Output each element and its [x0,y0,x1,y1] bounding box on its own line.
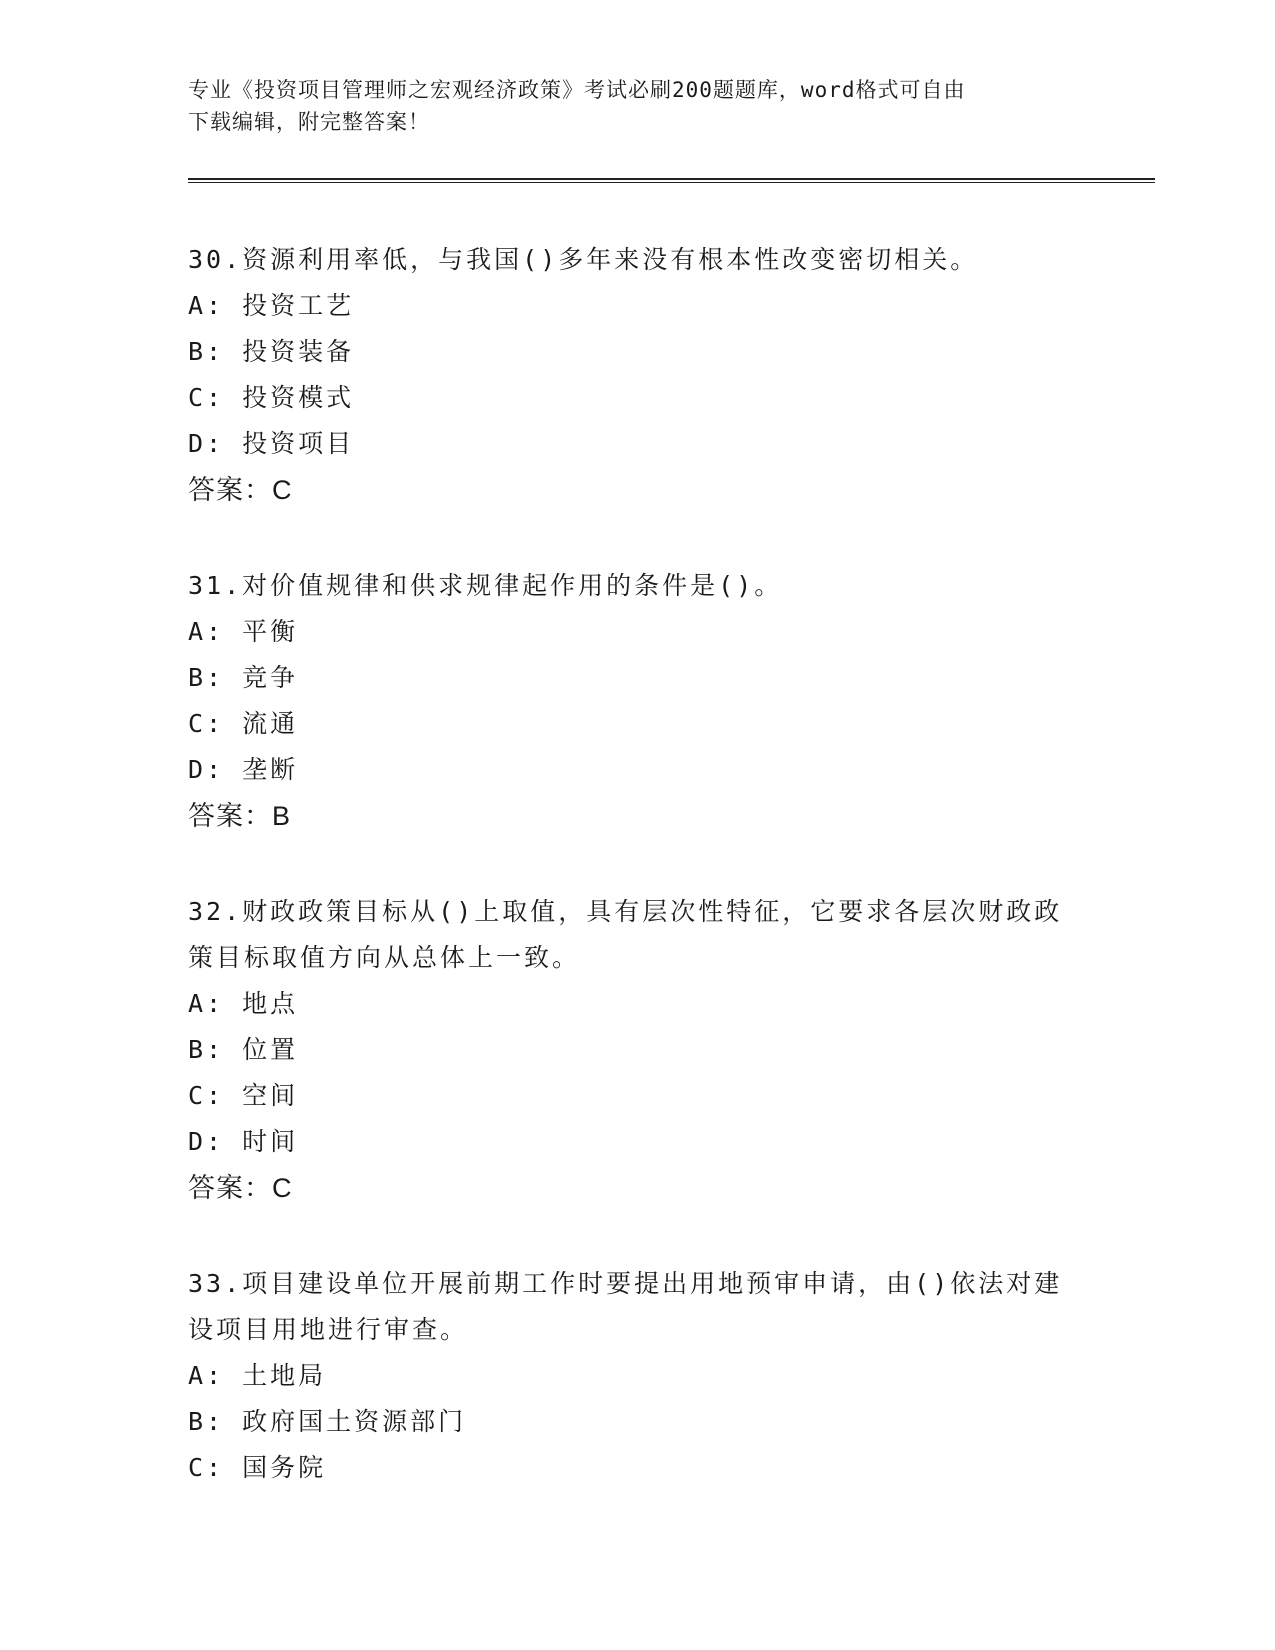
answer-line: 答案：C [188,1173,293,1203]
option-a: A: 平衡 [188,617,299,646]
option-b: B: 位置 [188,1035,299,1064]
option-a: A: 土地局 [188,1361,327,1390]
header-line-2: 下载编辑，附完整答案！ [188,110,430,134]
header-divider-thick [188,178,1155,180]
question-30 [188,237,1088,513]
question-stem: 30.资源利用率低，与我国()多年来没有根本性改变密切相关。 [188,245,979,274]
option-d: D: 时间 [188,1127,299,1156]
question-list [188,237,1088,1541]
option-b: B: 投资装备 [188,337,355,366]
option-b: B: 政府国土资源部门 [188,1407,467,1436]
question-stem: 32.财政政策目标从()上取值，具有层次性特征，它要求各层次财政政策目标取值方向从总体上一致。 [188,897,1063,972]
question-stem: 33.项目建设单位开展前期工作时要提出用地预审申请，由()依法对建设项目用地进行审查。 [188,1269,1063,1344]
option-d: D: 投资项目 [188,429,355,458]
option-c: C: 空间 [188,1081,299,1110]
option-c: C: 投资模式 [188,383,355,412]
question-31 [188,563,1088,839]
option-a: A: 投资工艺 [188,291,355,320]
question-stem: 31.对价值规律和供求规律起作用的条件是()。 [188,571,783,600]
option-a: A: 地点 [188,989,299,1018]
document-header [188,74,1088,138]
question-32 [188,889,1088,1211]
option-c: C: 国务院 [188,1453,327,1482]
header-line-1: 专业《投资项目管理师之宏观经济政策》考试必刷200题题库，word格式可自由 [188,78,966,102]
answer-line: 答案：B [188,801,292,831]
option-b: B: 竞争 [188,663,299,692]
header-divider-thin [188,182,1155,183]
option-c: C: 流通 [188,709,299,738]
option-d: D: 垄断 [188,755,299,784]
answer-line: 答案：C [188,475,293,505]
question-33 [188,1261,1088,1491]
